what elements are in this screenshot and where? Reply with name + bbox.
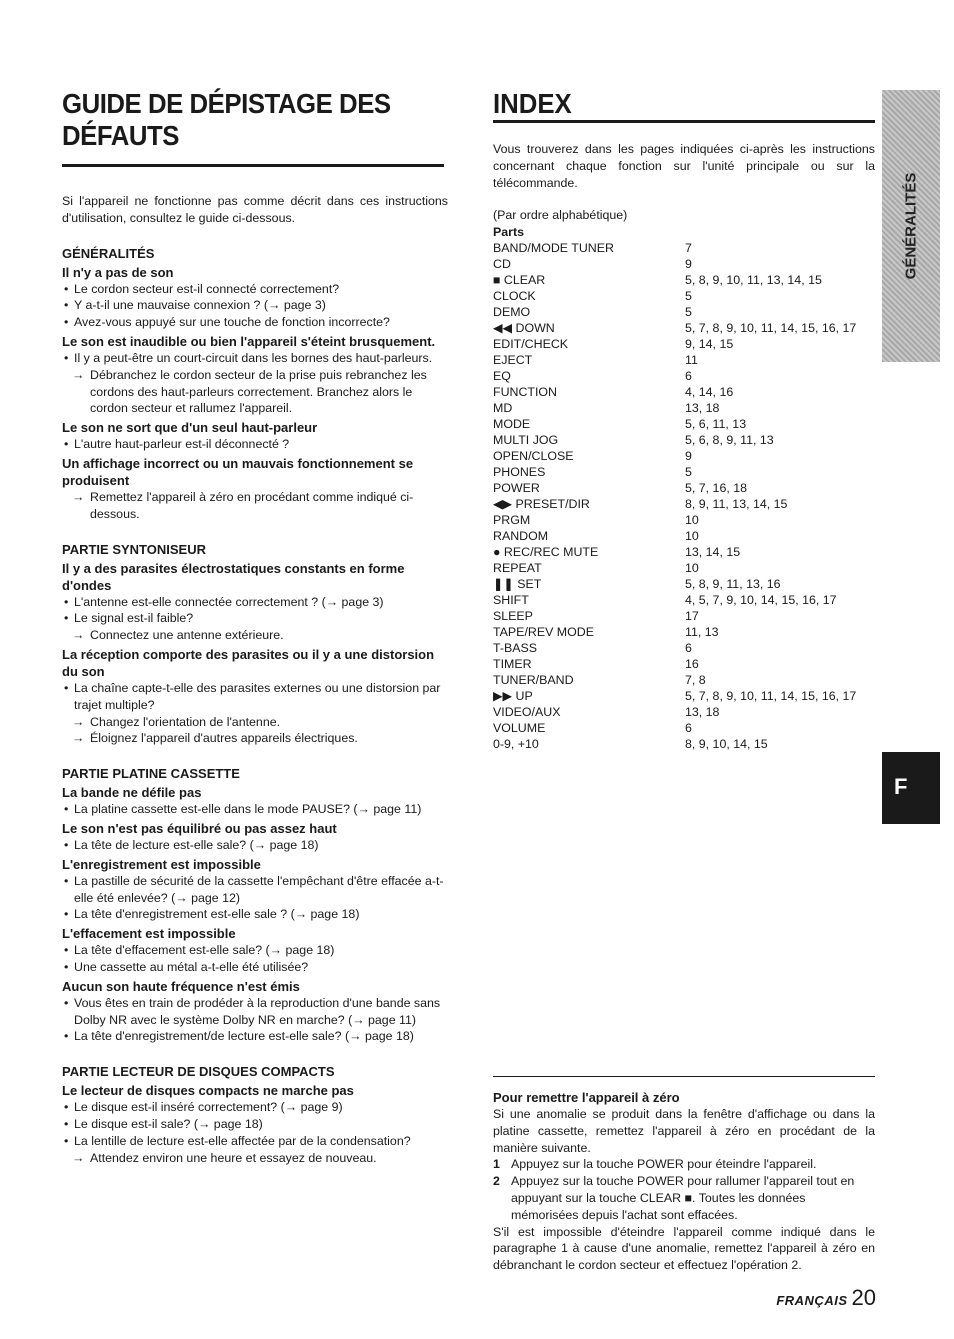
- index-entry-name: ● REC/REC MUTE: [493, 545, 599, 560]
- index-row: [493, 352, 856, 368]
- index-row: [493, 736, 856, 752]
- reset-step: [493, 1173, 875, 1223]
- section-heading: GÉNÉRALITÉS: [62, 245, 155, 261]
- index-entry-name: TAPE/REV MODE: [493, 625, 594, 640]
- section-heading: PARTIE LECTEUR DE DISQUES COMPACTS: [62, 1064, 335, 1080]
- index-entry-pages: 17: [685, 609, 699, 624]
- problem-heading: L'enregistrement est impossible: [62, 856, 261, 872]
- index-row: [493, 640, 856, 656]
- problem-items: [62, 281, 448, 331]
- index-intro: Vous trouverez dans les pages indiquées ci-après les instructions concernant chaque fonction sur l'unité principale ou sur la télécommande.: [493, 142, 875, 190]
- problem-heading: La bande ne défile pas: [62, 785, 202, 801]
- index-row: [493, 304, 856, 320]
- check-item: • La platine cassette est-elle dans le mode PAUSE? (→ page 11): [62, 801, 448, 818]
- index-row: [493, 480, 856, 496]
- index-entry-name: CD: [493, 257, 511, 272]
- problem-items: [62, 873, 448, 923]
- remedy-item: → Remettez l'appareil à zéro en procédant comme indiqué ci-dessous.: [62, 489, 448, 523]
- section-side-tab: [882, 90, 940, 362]
- index-entry-pages: 8, 9, 11, 13, 14, 15: [685, 497, 788, 512]
- reset-note: S'il est impossible d'éteindre l'appareil comme indiqué dans le paragraphe 1 à cause d'une anomalie, remettez l'appareil à zéro en débranchant le cordon secteur et effectuez l'opération 2.: [493, 1224, 875, 1273]
- index-entry-pages: 11: [685, 353, 698, 368]
- index-row: [493, 320, 856, 336]
- index-entry-pages: 9, 14, 15: [685, 337, 734, 352]
- index-entry-name: OPEN/CLOSE: [493, 449, 574, 464]
- index-table: [493, 240, 856, 752]
- remedy-item: → Éloignez l'appareil d'autres appareils électriques.: [62, 730, 448, 747]
- index-row: [493, 368, 856, 384]
- index-row: [493, 336, 856, 352]
- section-heading: PARTIE PLATINE CASSETTE: [62, 766, 240, 782]
- check-item: • La tête d'enregistrement/de lecture est-elle sale? (→ page 18): [62, 1028, 448, 1045]
- index-entry-pages: 10: [685, 513, 699, 528]
- problem-heading: Il n'y a pas de son: [62, 264, 174, 280]
- reset-title: Pour remettre l'appareil à zéro: [493, 1090, 680, 1105]
- step-number: 2: [493, 1174, 500, 1189]
- step-number: 1: [493, 1157, 500, 1172]
- index-entry-pages: 10: [685, 561, 699, 576]
- problem-items: [62, 436, 448, 453]
- index-row: [493, 624, 856, 640]
- problem-items: [62, 837, 448, 854]
- index-entry-name: RANDOM: [493, 529, 549, 544]
- index-entry-name: MODE: [493, 417, 531, 432]
- index-entry-name: FUNCTION: [493, 385, 558, 400]
- reset-rule: [493, 1076, 875, 1077]
- troubleshooting-column: [62, 88, 448, 1166]
- index-title: INDEX: [493, 88, 572, 119]
- index-entry-name: VOLUME: [493, 721, 546, 736]
- index-entry-name: ▶▶ UP: [493, 689, 533, 704]
- title-rule: [62, 164, 444, 167]
- index-entry-name: ■ CLEAR: [493, 273, 546, 288]
- check-item: • L'antenne est-elle connectée correctement ? (→ page 3): [62, 594, 448, 611]
- problem-heading: L'effacement est impossible: [62, 926, 236, 942]
- problem-heading: Le son ne sort que d'un seul haut-parleur: [62, 420, 318, 436]
- index-entry-name: SLEEP: [493, 609, 533, 624]
- index-entry-name: SHIFT: [493, 593, 529, 608]
- index-entry-pages: 5, 8, 9, 11, 13, 16: [685, 577, 781, 592]
- check-item: • Avez-vous appuyé sur une touche de fonction incorrecte?: [62, 314, 448, 331]
- check-item: • La lentille de lecture est-elle affectée par de la condensation?: [62, 1133, 448, 1150]
- index-entry-pages: 5: [685, 289, 692, 304]
- index-row: [493, 384, 856, 400]
- index-row: [493, 704, 856, 720]
- page-number: 20: [851, 1285, 876, 1310]
- page-footer: [776, 1285, 876, 1311]
- index-entry-pages: 7, 8: [685, 673, 706, 688]
- remedy-item: → Débranchez le cordon secteur de la prise puis rebranchez les cordons des haut-parleurs correctement. Branchez alors le cordon secteur et rallumez l'appareil.: [62, 367, 448, 417]
- problem-items: [62, 594, 448, 644]
- index-entry-pages: 5, 6, 11, 13: [685, 417, 747, 432]
- check-item: • Il y a peut-être un court-circuit dans les bornes des haut-parleurs.: [62, 350, 448, 367]
- language-tab-label: F: [894, 774, 908, 799]
- language-tab: [882, 752, 940, 824]
- index-entry-pages: 6: [685, 721, 692, 736]
- check-item: • L'autre haut-parleur est-il déconnecté ?: [62, 436, 448, 453]
- index-row: [493, 688, 856, 704]
- reset-section: [493, 1076, 875, 1274]
- problem-heading: Aucun son haute fréquence n'est émis: [62, 978, 300, 994]
- check-item: • Y a-t-il une mauvaise connexion ? (→ page 3): [62, 297, 448, 314]
- index-entry-pages: 4, 14, 16: [685, 385, 734, 400]
- index-row: [493, 416, 856, 432]
- index-column: [493, 88, 875, 752]
- index-entry-name: EDIT/CHECK: [493, 337, 569, 352]
- index-row: [493, 448, 856, 464]
- index-row: [493, 256, 856, 272]
- problem-items: [62, 995, 448, 1045]
- check-item: • La tête d'enregistrement est-elle sale ? (→ page 18): [62, 906, 448, 923]
- index-row: [493, 528, 856, 544]
- reset-steps: [493, 1156, 875, 1223]
- index-row: [493, 592, 856, 608]
- side-tab-label: GÉNÉRALITÉS: [902, 172, 920, 280]
- index-row: [493, 496, 856, 512]
- index-entry-pages: 13, 18: [685, 705, 720, 720]
- problem-items: [62, 680, 448, 747]
- index-row: [493, 288, 856, 304]
- index-entry-name: EQ: [493, 369, 511, 384]
- index-entry-name: TIMER: [493, 657, 532, 672]
- problem-heading: Un affichage incorrect ou un mauvais fonctionnement se produisent: [62, 455, 414, 488]
- check-item: • Vous êtes en train de prodéder à la reproduction d'une bande sans Dolby NR avec le système Dolby NR en marche? (→ page 11): [62, 995, 448, 1029]
- index-row: [493, 400, 856, 416]
- order-note: (Par ordre alphabétique): [493, 208, 628, 223]
- index-row: [493, 672, 856, 688]
- step-text: Appuyez sur la touche POWER pour rallumer l'appareil tout en appuyant sur la touche CLEAR ■. Toutes les données mémorisées depuis l'achat sont effacées.: [511, 1174, 855, 1222]
- index-entry-pages: 11, 13: [685, 625, 719, 640]
- troubleshooting-intro: Si l'appareil ne fonctionne pas comme décrit dans ces instructions d'utilisation, consultez le guide ci-dessous.: [62, 194, 448, 225]
- index-entry-name: TUNER/BAND: [493, 673, 574, 688]
- remedy-item: → Connectez une antenne extérieure.: [62, 627, 448, 644]
- problem-items: [62, 801, 448, 818]
- index-entry-name: ◀◀ DOWN: [493, 321, 555, 336]
- check-item: • Une cassette au métal a-t-elle été utilisée?: [62, 959, 448, 976]
- index-entry-pages: 13, 14, 15: [685, 545, 741, 560]
- index-entry-pages: 6: [685, 369, 692, 384]
- index-entry-name: EJECT: [493, 353, 533, 368]
- check-item: • La tête d'effacement est-elle sale? (→ page 18): [62, 942, 448, 959]
- index-entry-name: DEMO: [493, 305, 531, 320]
- index-entry-pages: 7: [685, 241, 692, 256]
- index-entry-name: ◀▶ PRESET/DIR: [493, 497, 590, 512]
- reset-intro: Si une anomalie se produit dans la fenêtre d'affichage ou dans la platine cassette, remettez l'appareil à zéro en procédant de la manière suivante.: [493, 1107, 875, 1155]
- index-entry-pages: 5: [685, 465, 692, 480]
- index-entry-pages: 9: [685, 449, 692, 464]
- problem-heading: Le son n'est pas équilibré ou pas assez haut: [62, 820, 337, 836]
- index-row: [493, 544, 856, 560]
- index-entry-pages: 4, 5, 7, 9, 10, 14, 15, 16, 17: [685, 593, 837, 608]
- index-row: [493, 512, 856, 528]
- parts-heading: Parts: [493, 225, 524, 240]
- problem-heading: Le lecteur de disques compacts ne marche pas: [62, 1083, 354, 1099]
- problem-heading: Le son est inaudible ou bien l'appareil s'éteint brusquement.: [62, 333, 436, 349]
- index-entry-name: PHONES: [493, 465, 546, 480]
- index-row: [493, 656, 856, 672]
- index-entry-name: PRGM: [493, 513, 531, 528]
- index-entry-pages: 9: [685, 257, 692, 272]
- index-entry-pages: 8, 9, 10, 14, 15: [685, 737, 768, 752]
- index-row: [493, 560, 856, 576]
- check-item: • La tête de lecture est-elle sale? (→ page 18): [62, 837, 448, 854]
- index-entry-name: CLOCK: [493, 289, 536, 304]
- check-item: • Le signal est-il faible?: [62, 610, 448, 627]
- index-row: [493, 272, 856, 288]
- index-entry-name: POWER: [493, 481, 540, 496]
- check-item: • La chaîne capte-t-elle des parasites externes ou une distorsion par trajet multiple?: [62, 680, 448, 714]
- check-item: • Le disque est-il sale? (→ page 18): [62, 1116, 448, 1133]
- index-entry-name: ❚❚ SET: [493, 577, 542, 592]
- index-entry-pages: 5: [685, 305, 692, 320]
- index-entry-pages: 5, 7, 8, 9, 10, 11, 14, 15, 16, 17: [685, 321, 857, 336]
- reset-step: [493, 1156, 875, 1173]
- problem-heading: La réception comporte des parasites ou il y a une distorsion du son: [62, 646, 435, 679]
- footer-language: FRANÇAIS: [776, 1293, 848, 1308]
- index-entry-name: T-BASS: [493, 641, 538, 656]
- index-row: [493, 608, 856, 624]
- problem-items: [62, 942, 448, 976]
- problem-items: [62, 489, 448, 523]
- problem-heading: Il y a des parasites électrostatiques constants en forme d'ondes: [62, 560, 405, 593]
- index-entry-pages: 6: [685, 641, 692, 656]
- check-item: • Le cordon secteur est-il connecté correctement?: [62, 281, 448, 298]
- index-entry-name: MULTI JOG: [493, 433, 559, 448]
- index-row: [493, 240, 856, 256]
- problem-items: [62, 1099, 448, 1166]
- step-text: Appuyez sur la touche POWER pour éteindre l'appareil.: [511, 1157, 817, 1172]
- index-entry-pages: 10: [685, 529, 699, 544]
- index-entry-pages: 5, 6, 8, 9, 11, 13: [685, 433, 774, 448]
- index-entry-pages: 5, 8, 9, 10, 11, 13, 14, 15: [685, 273, 822, 288]
- remedy-item: → Changez l'orientation de l'antenne.: [62, 714, 448, 731]
- index-entry-pages: 16: [685, 657, 699, 672]
- troubleshooting-sections: [62, 245, 448, 1167]
- section-heading: PARTIE SYNTONISEUR: [62, 541, 206, 557]
- index-rule: [493, 120, 875, 123]
- index-entry-name: VIDEO/AUX: [493, 705, 561, 720]
- troubleshooting-title: GUIDE DE DÉPISTAGE DES DÉFAUTS: [62, 88, 391, 151]
- index-entry-pages: 5, 7, 8, 9, 10, 11, 14, 15, 16, 17: [685, 689, 857, 704]
- index-entry-name: 0-9, +10: [493, 737, 539, 752]
- index-row: [493, 464, 856, 480]
- check-item: • La pastille de sécurité de la cassette l'empêchant d'être effacée a-t-elle été enlevée? (→ page 12): [62, 873, 448, 907]
- index-row: [493, 720, 856, 736]
- remedy-item: → Attendez environ une heure et essayez de nouveau.: [62, 1150, 448, 1167]
- index-entry-name: REPEAT: [493, 561, 542, 576]
- index-entry-pages: 13, 18: [685, 401, 720, 416]
- index-entry-pages: 5, 7, 16, 18: [685, 481, 748, 496]
- check-item: • Le disque est-il inséré correctement? (→ page 9): [62, 1099, 448, 1116]
- index-entry-name: BAND/MODE TUNER: [493, 241, 614, 256]
- index-row: [493, 432, 856, 448]
- index-row: [493, 576, 856, 592]
- problem-items: [62, 350, 448, 417]
- index-entry-name: MD: [493, 401, 513, 416]
